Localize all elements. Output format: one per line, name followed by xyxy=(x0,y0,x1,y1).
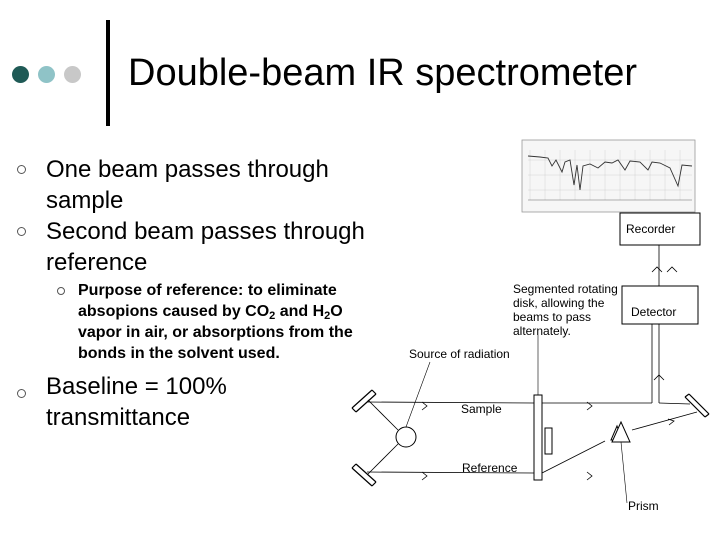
disk-label-line-4: alternately. xyxy=(513,324,571,338)
bullet-1-line-2: sample xyxy=(46,187,124,214)
sub-bullet-line-1: Purpose of reference: to eliminate xyxy=(78,282,337,299)
disk-label xyxy=(513,282,618,338)
sub-bullet-line-2: absopions caused by $CO_2$ and $H_2O$ xyxy=(78,303,343,322)
prism-label: Prism xyxy=(628,499,659,513)
bullet-3-line-1: Baseline = 100% xyxy=(46,373,227,400)
sub-bullet-line-4: bonds in the solvent used. xyxy=(78,345,280,362)
sub-bullet-line-3: vapor in air, or absorptions from the xyxy=(78,324,353,341)
detector-label: Detector xyxy=(631,305,677,319)
source-label: Source of radiation xyxy=(409,347,510,361)
disk-label-line-1: Segmented rotating xyxy=(513,282,618,296)
bullet-2-line-1: Second beam passes through xyxy=(46,218,365,245)
reference-label: Reference xyxy=(462,461,518,475)
slide-title: Double-beam IR spectrometer xyxy=(128,52,637,94)
recorder-label: Recorder xyxy=(626,222,676,236)
disk-label-line-2: disk, allowing the xyxy=(513,296,605,310)
bullet-2-line-2: reference xyxy=(46,249,148,276)
bullet-1-line-1: One beam passes through xyxy=(46,156,329,183)
disk-label-line-3: beams to pass xyxy=(513,310,592,324)
spectrum-chart xyxy=(522,140,695,212)
bullet-3-line-2: transmittance xyxy=(46,404,191,431)
sample-label: Sample xyxy=(461,402,502,416)
